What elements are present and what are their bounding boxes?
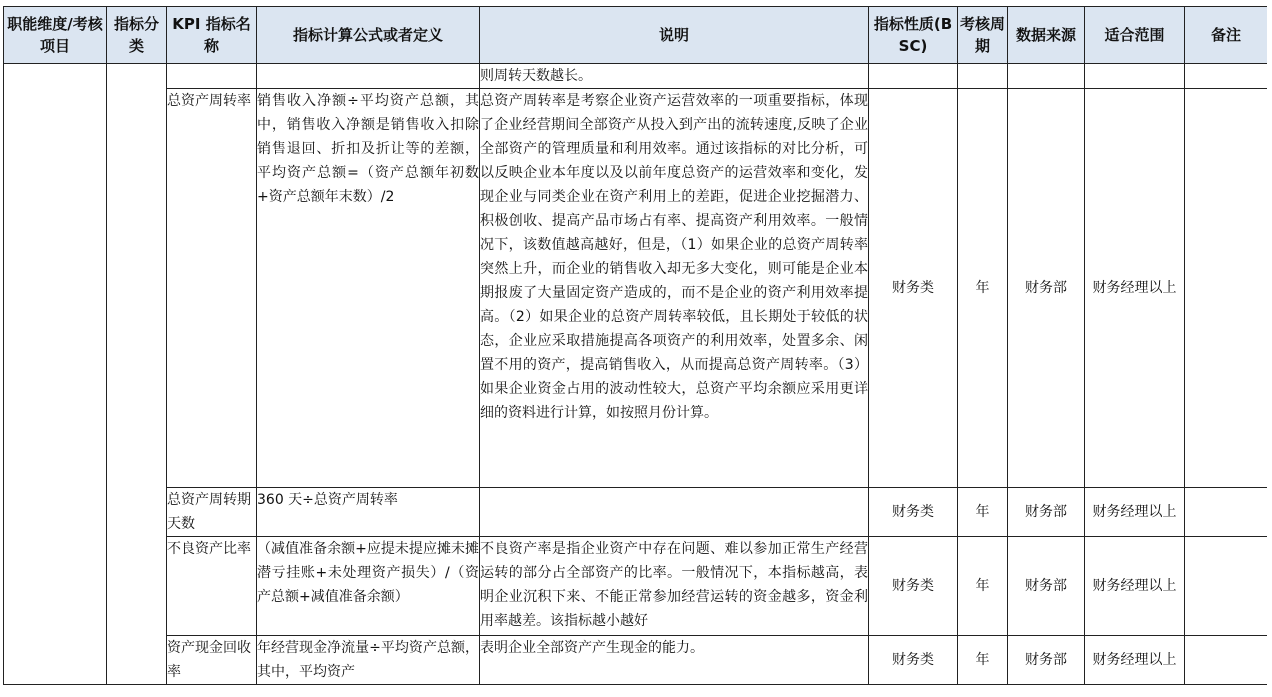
kpi-name: 资产现金回收率 xyxy=(167,636,257,685)
kpi-scope: 财务经理以上 xyxy=(1085,488,1185,537)
kpi-formula: （减值准备余额+应提未提应摊未摊潜亏挂账+未处理资产损失）/（资产总额+减值准备余额） xyxy=(257,537,480,636)
kpi-cycle: 年 xyxy=(958,636,1008,685)
table-row xyxy=(4,488,1268,537)
kpi-formula: 360 天÷总资产周转率 xyxy=(257,488,480,537)
kpi-scope xyxy=(1085,64,1185,89)
kpi-name xyxy=(167,64,257,89)
kpi-source: 财务部 xyxy=(1008,89,1085,488)
header-description: 说明 xyxy=(480,7,869,64)
table-row xyxy=(4,64,1268,89)
table-row xyxy=(4,537,1268,636)
kpi-name: 总资产周转期天数 xyxy=(167,488,257,537)
dimension-cell xyxy=(4,64,107,685)
kpi-source xyxy=(1008,64,1085,89)
header-dimension: 职能维度/考核项目 xyxy=(4,7,107,64)
header-cycle: 考核周期 xyxy=(958,7,1008,64)
kpi-cycle: 年 xyxy=(958,537,1008,636)
kpi-formula: 销售收入净额÷平均资产总额，其中，销售收入净额是销售收入扣除销售退回、折扣及折让等的差额，平均资产总额=（资产总额年初数+资产总额年末数）/2 xyxy=(257,89,480,488)
table-header-row xyxy=(4,7,1268,64)
header-nature: 指标性质(BSC) xyxy=(869,7,958,64)
kpi-note xyxy=(1185,488,1268,537)
table-row xyxy=(4,636,1268,685)
kpi-cycle xyxy=(958,64,1008,89)
kpi-name: 不良资产比率 xyxy=(167,537,257,636)
kpi-description: 则周转天数越长。 xyxy=(480,64,869,89)
kpi-nature: 财务类 xyxy=(869,89,958,488)
kpi-description: 表明企业全部资产产生现金的能力。 xyxy=(480,636,869,685)
header-formula: 指标计算公式或者定义 xyxy=(257,7,480,64)
header-source: 数据来源 xyxy=(1008,7,1085,64)
kpi-cycle: 年 xyxy=(958,488,1008,537)
kpi-formula xyxy=(257,64,480,89)
kpi-document-page xyxy=(3,6,1267,697)
kpi-nature: 财务类 xyxy=(869,537,958,636)
header-scope: 适合范围 xyxy=(1085,7,1185,64)
kpi-description: 不良资产率是指企业资产中存在问题、难以参加正常生产经营运转的部分占全部资产的比率。一般情况下，本指标越高，表明企业沉积下来、不能正常参加经营运转的资金越多，资金利用率越差。该指标越小越好 xyxy=(480,537,869,636)
kpi-note xyxy=(1185,636,1268,685)
table-row xyxy=(4,89,1268,488)
kpi-note xyxy=(1185,537,1268,636)
category-cell xyxy=(107,64,167,685)
kpi-description: 总资产周转率是考察企业资产运营效率的一项重要指标，体现了企业经营期间全部资产从投入到产出的流转速度,反映了企业全部资产的管理质量和利用效率。通过该指标的对比分析，可以反映企业本年度以及以前年度总资产的运营效率和变化，发现企业与同类企业在资产利用上的差距，促进企业挖掘潜力、积极创收、提高产品市场占有率、提高资产利用效率。一般情况下，该数值越高越好，但是，（1）如果企业的总资产周转率突然上升，而企业的销售收入却无多大变化，则可能是企业本期报废了大量固定资产造成的，而不是企业的资产利用效率提高。（2）如果企业的总资产周转率较低，且长期处于较低的状态，企业应采取措施提高各项资产的利用效率，处置多余、闲置不用的资产，提高销售收入，从而提高总资产周转率。（3）如果企业资金占用的波动性较大，总资产平均余额应采用更详细的资料进行计算，如按照月份计算。 xyxy=(480,89,869,488)
kpi-description xyxy=(480,488,869,537)
kpi-scope: 财务经理以上 xyxy=(1085,537,1185,636)
kpi-source: 财务部 xyxy=(1008,488,1085,537)
header-kpi-name: KPI 指标名称 xyxy=(167,7,257,64)
kpi-table xyxy=(3,6,1267,685)
kpi-note xyxy=(1185,89,1268,488)
kpi-name: 总资产周转率 xyxy=(167,89,257,488)
kpi-note xyxy=(1185,64,1268,89)
kpi-nature: 财务类 xyxy=(869,636,958,685)
kpi-source: 财务部 xyxy=(1008,537,1085,636)
kpi-cycle: 年 xyxy=(958,89,1008,488)
kpi-scope: 财务经理以上 xyxy=(1085,636,1185,685)
header-category: 指标分类 xyxy=(107,7,167,64)
kpi-nature xyxy=(869,64,958,89)
kpi-formula: 年经营现金净流量÷平均资产总额，其中，平均资产 xyxy=(257,636,480,685)
kpi-scope: 财务经理以上 xyxy=(1085,89,1185,488)
kpi-nature: 财务类 xyxy=(869,488,958,537)
kpi-source: 财务部 xyxy=(1008,636,1085,685)
header-note: 备注 xyxy=(1185,7,1268,64)
